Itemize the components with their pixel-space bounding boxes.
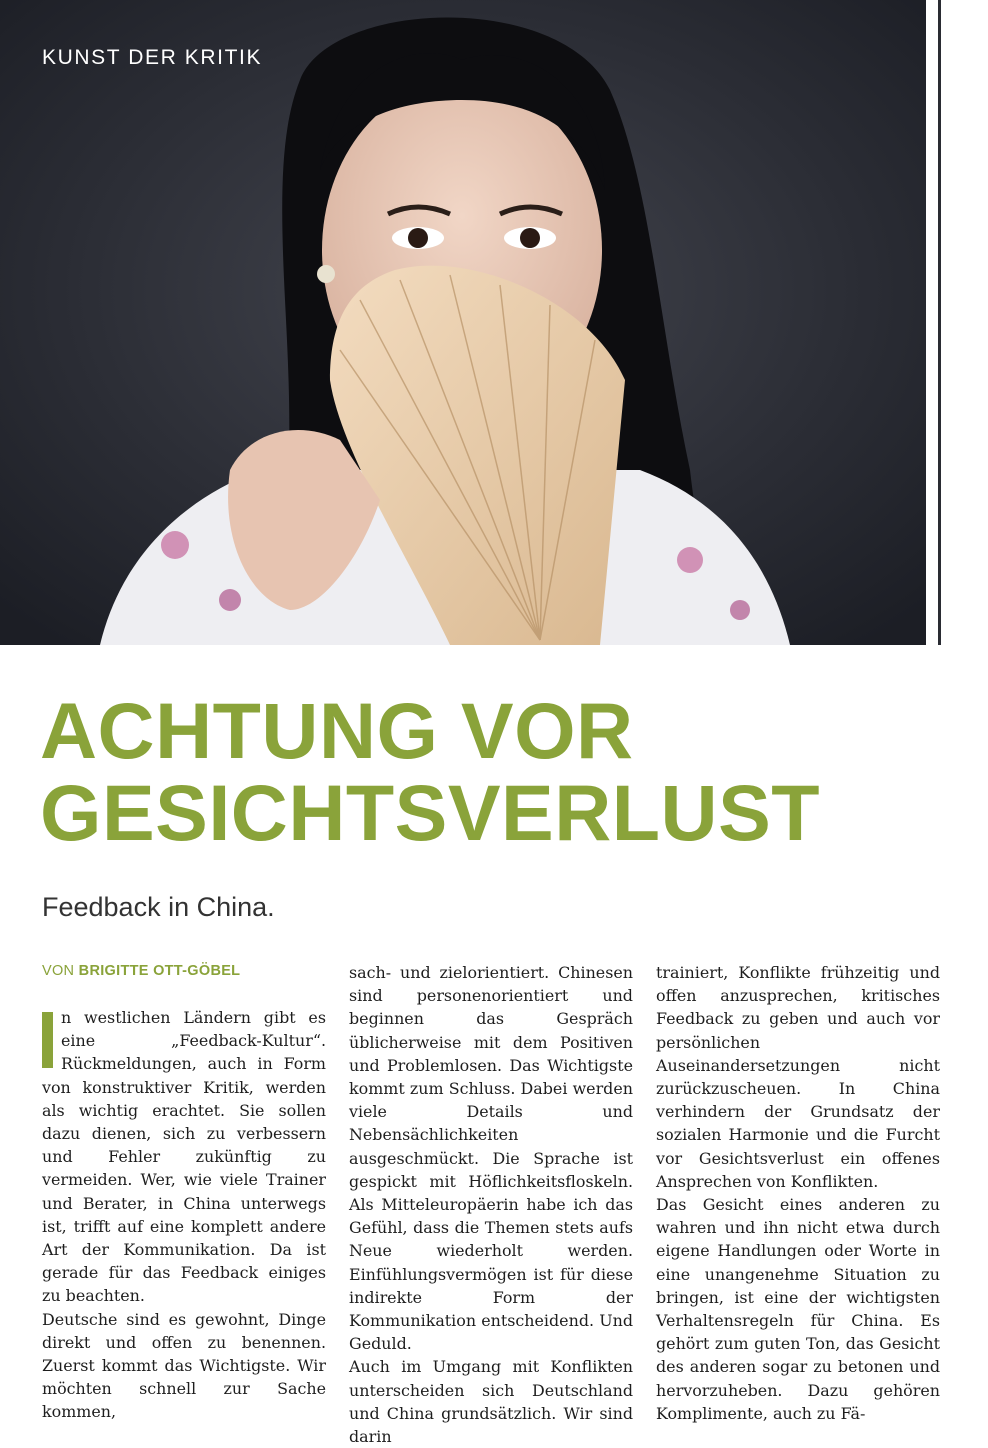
woman-with-fan-photo [0, 0, 926, 645]
paragraph: Auch im Umgang mit Konflikten unterscheiden sich Deutschland und China grundsätzlich. Wir sind darin [349, 1357, 633, 1447]
text-column-2 [349, 961, 633, 1448]
page-edge-rule [938, 0, 941, 645]
paragraph: n westlichen Ländern gibt es eine „Feedback-Kultur“. Rückmeldungen, auch in Form von konstruktiver Kritik, werden als wichtig erachtet. Sie sollen dazu dienen, sich zu verbessern und Fehler zukünftig zu vermeiden. Wer, wie viele Trainer und Berater, in China unterwegs ist, trifft auf eine komplett andere Art der Kommunikation. Da ist gerade für das Feedback einiges zu beachten. [42, 1008, 326, 1306]
dropcap-bar [42, 1012, 53, 1068]
section-label: KUNST DER KRITIK [42, 46, 263, 69]
title-line-2: GESICHTSVERLUST [40, 768, 821, 857]
title-line-1: ACHTUNG VOR [40, 686, 634, 775]
text-column-3 [656, 961, 940, 1425]
paragraph: Deutsche sind es gewohnt, Dinge direkt und offen zu benennen. Zuerst kommt das Wichtigste. Wir möchten schnell zur Sache kommen, [42, 1309, 326, 1422]
byline-prefix: VON [42, 963, 75, 979]
paragraph: sach- und zielorientiert. Chinesen sind personenorientiert und beginnen das Gespräch üblicherweise mit dem Positiven und Problemlosen. Das Wichtigste kommt zum Schluss. Dabei werden viele Details und Nebensächlichkeiten ausgeschmückt. Die Sprache ist gespickt mit Höflichkeitsfloskeln. Als Mitteleuropäerin habe ich das Gefühl, dass die Themen stets aufs Neue wiederholt werden. Einfühlungsvermögen ist für diese indirekte Form der Kommunikation entscheidend. Und Geduld. [349, 963, 633, 1354]
byline-author: BRIGITTE OTT-GÖBEL [78, 963, 241, 979]
paragraph: trainiert, Konflikte frühzeitig und offen anzusprechen, kritisches Feedback zu geben und auch vor persönlichen Auseinandersetzungen nicht zurückzuscheuen. In China verhindern der Grundsatz der sozialen Harmonie und die Furcht vor Gesichtsverlust ein offenes Ansprechen von Konflikten. [656, 963, 940, 1191]
article-title [40, 686, 821, 857]
article-subtitle: Feedback in China. [42, 892, 275, 922]
byline [42, 963, 240, 979]
hero-photo [0, 0, 926, 645]
text-column-1 [42, 1006, 326, 1424]
paragraph: Das Gesicht eines anderen zu wahren und ihn nicht etwa durch eigene Handlungen oder Worte in eine unangenehme Situation zu bringen, ist eine der wichtigsten Verhaltensregeln für China. Es gehört zum guten Ton, das Gesicht des anderen sogar zu betonen und hervorzuheben. Dazu gehören Komplimente, auch zu Fä- [656, 1195, 940, 1423]
